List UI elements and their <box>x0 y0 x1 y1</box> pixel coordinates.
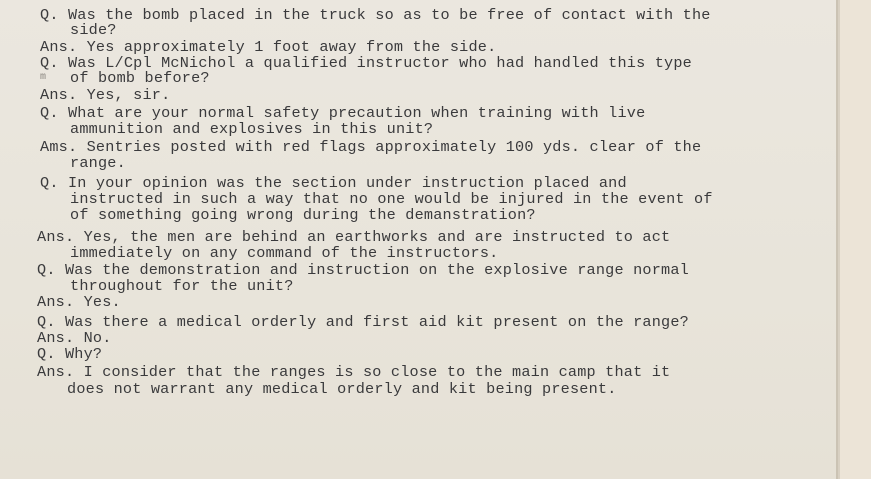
answer-line: Ans. Yes, sir. <box>40 86 171 104</box>
continuation-line: range. <box>70 154 126 172</box>
answer-line: Ans. Yes approximately 1 foot away from the side. <box>40 38 497 56</box>
question-line: Q. Was L/Cpl McNichol a qualified instructor who had handled this type <box>40 54 692 72</box>
answer-line: Ans. I consider that the ranges is so close to the main camp that it <box>37 363 671 381</box>
continuation-line: immediately on any command of the instructors. <box>70 244 499 262</box>
continuation-line: of something going wrong during the demanstration? <box>70 206 536 224</box>
question-line: Q. In your opinion was the section under instruction placed and <box>40 174 627 192</box>
question-line: Q. Was the demonstration and instruction on the explosive range normal <box>37 261 689 279</box>
page-edge-strip <box>838 0 871 479</box>
continuation-line: side? <box>70 21 117 39</box>
answer-line: Ans. Yes, the men are behind an earthworks and are instructed to act <box>37 228 671 246</box>
margin-mark: m <box>40 72 47 83</box>
question-line: Q. Why? <box>37 345 103 363</box>
answer-line: Ans. Yes. <box>37 293 121 311</box>
continuation-line: ammunition and explosives in this unit? <box>70 120 434 138</box>
continuation-line: instructed in such a way that no one would be injured in the event of <box>70 190 713 208</box>
answer-line: Ams. Sentries posted with red flags approximately 100 yds. clear of the <box>40 138 702 156</box>
continuation-line: throughout for the unit? <box>70 277 294 295</box>
answer-line: Ans. No. <box>37 329 112 347</box>
question-line: Q. What are your normal safety precaution when training with live <box>40 104 646 122</box>
continuation-line: does not warrant any medical orderly and kit being present. <box>67 380 617 398</box>
question-line: Q. Was there a medical orderly and first aid kit present on the range? <box>37 313 689 331</box>
continuation-line: of bomb before? <box>70 69 210 87</box>
question-line: Q. Was the bomb placed in the truck so as to be free of contact with the <box>40 6 711 24</box>
